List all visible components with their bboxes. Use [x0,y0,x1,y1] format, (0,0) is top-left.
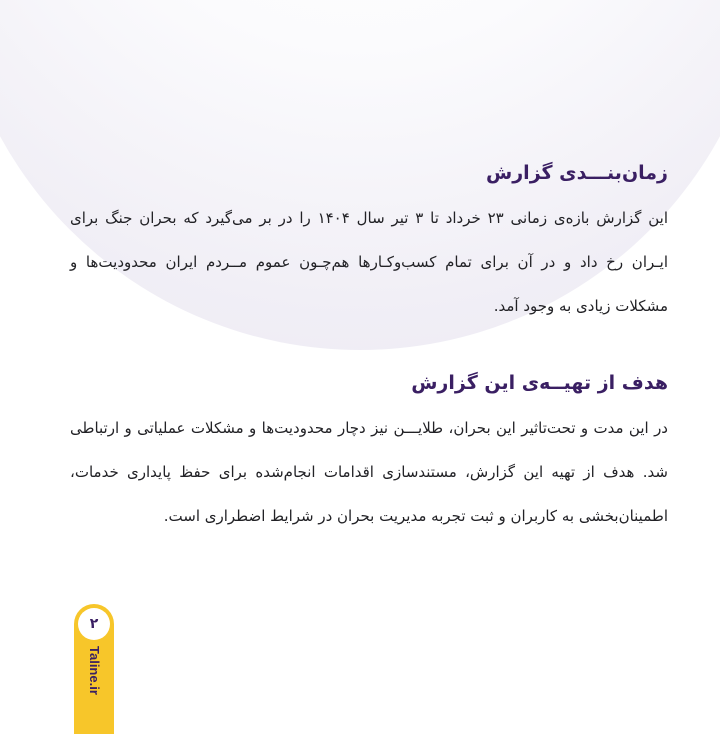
section-body-timeframe: این گزارش بازه‌ی زمانی ۲۳ خرداد تا ۳ تیر سال ۱۴۰۴ را در بر می‌گیرد که بحران جنگ برای ایـران رخ داد و در آن برای تمام کسب‌وکـارها هم‌چـون عموم مــردم ایران محدودیت‌ها و مشکلات زیادی به وجود آمد. [70,209,668,315]
page-side-tab [74,604,114,734]
page-number: ۲ [78,608,110,640]
section-body-purpose: در این مدت و تحت‌تاثیر این بحران، طلایـــن نیز دچار محدودیت‌ها و مشکلات عملیاتی و ارتباطی شد. هدف از تهیه این گزارش، مستندسازی اقدامات انجام‌شده برای حفظ پایداری خدمات، اطمینان‌بخشی به کاربران و ثبت تجربه مدیریت بحران در شرایط اضطراری است. [70,419,668,525]
section-title-timeframe: زمان‌بنـــدی گزارش [486,162,668,184]
section-title-purpose: هدف از تهیــه‌ی این گزارش [411,372,668,394]
brand-label: Taline.ir [87,646,102,695]
